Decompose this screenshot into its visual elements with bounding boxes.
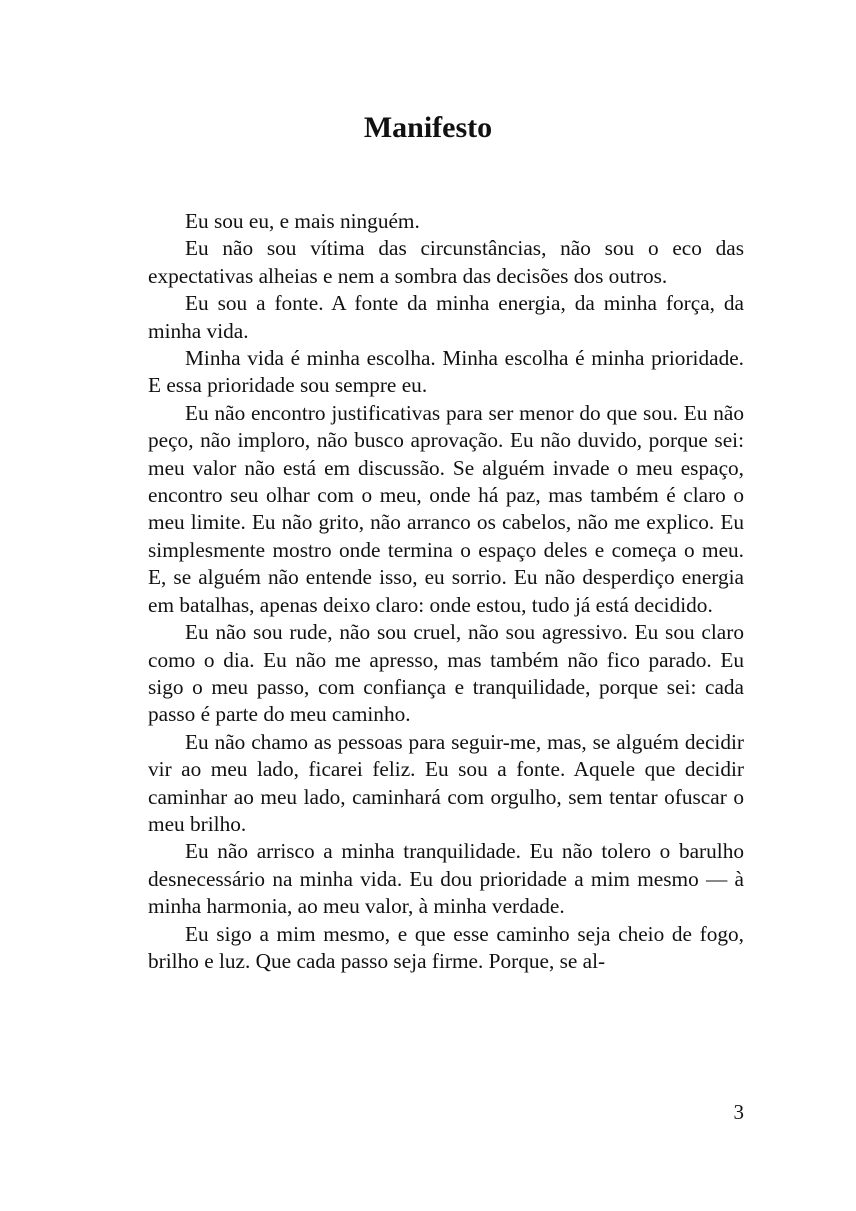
page-number: 3	[733, 1100, 744, 1124]
manifesto-body	[148, 208, 744, 975]
paragraph: Eu sou a fonte. A fonte da minha energia, da minha força, da minha vida.	[148, 291, 744, 343]
paragraph: Eu não encontro justificativas para ser menor do que sou. Eu não peço, não imploro, não busco aprovação. Eu não duvido, porque sei: meu valor não está em discussão. Se alguém invade o meu espaço, encontro seu olhar com o meu, onde há paz, mas também é claro o meu limite. Eu não grito, não arranco os cabelos, não me explico. Eu simplesmente mostro onde termina o espaço deles e começa o meu. E, se alguém não entende isso, eu sorrio. Eu não desperdiço energia em batalhas, apenas deixo claro: onde estou, tudo já está decidido.	[148, 400, 744, 617]
paragraph: Eu não arrisco a minha tranquilidade. Eu não tolero o barulho desnecessário na minha vida. Eu dou prioridade a mim mesmo — à minha harmonia, ao meu valor, à minha verdade.	[148, 839, 744, 919]
paragraph: Eu não sou vítima das circunstâncias, não sou o eco das expectativas alheias e nem a sombra das decisões dos outros.	[148, 236, 744, 288]
paragraph: Minha vida é minha escolha. Minha escolha é minha prioridade. E essa prioridade sou sempre eu.	[148, 346, 744, 398]
page-title: Manifesto	[363, 111, 493, 144]
paragraph: Eu não sou rude, não sou cruel, não sou agressivo. Eu sou claro como o dia. Eu não me apresso, mas também não fico parado. Eu sigo o meu passo, com confiança e tranquilidade, porque sei: cada passo é parte do meu caminho.	[148, 620, 744, 727]
paragraph: Eu sigo a mim mesmo, e que esse caminho seja cheio de fogo, brilho e luz. Que cada passo seja firme. Porque, se al-	[148, 921, 744, 973]
paragraph: Eu não chamo as pessoas para seguir-me, mas, se alguém decidir vir ao meu lado, ficarei feliz. Eu sou a fonte. Aquele que decidir caminhar ao meu lado, caminhará com orgulho, sem tentar ofuscar o meu brilho.	[148, 729, 744, 836]
paragraph: Eu sou eu, e mais ninguém.	[185, 209, 420, 233]
